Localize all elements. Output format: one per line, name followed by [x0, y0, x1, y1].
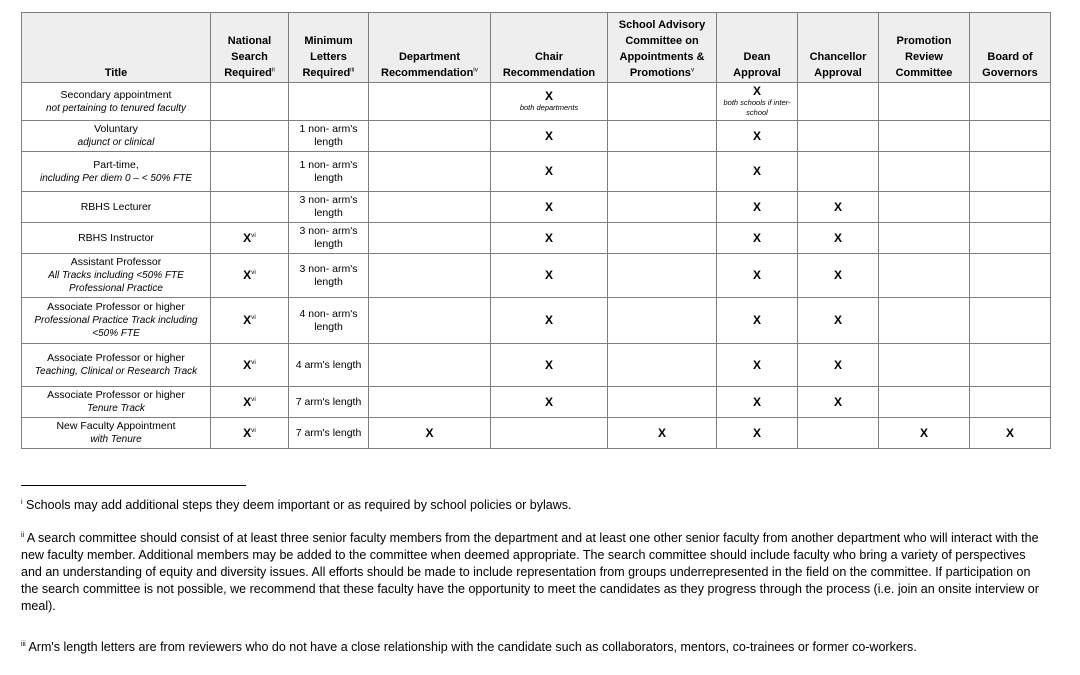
cell-minimum-letters [289, 254, 369, 298]
cell-dean-approval [717, 298, 798, 344]
cell-title [22, 344, 211, 387]
cell-board-of-governors [970, 254, 1051, 298]
cell-board-of-governors [970, 192, 1051, 223]
cell-department-recommendation [369, 83, 491, 121]
cell-national-search [211, 192, 289, 223]
chancellor-mark: X [833, 313, 842, 327]
chancellor-mark: X [833, 357, 842, 372]
table-row [22, 344, 1051, 387]
national-search-mark: $X^{vi}$ [243, 268, 256, 282]
row-title: Associate Professor or higher [47, 389, 185, 401]
department-mark: X [425, 425, 434, 440]
cell-board-of-governors [970, 83, 1051, 121]
chancellor-mark: X [833, 394, 842, 409]
header-school-advisory: School Advisory Committee on Appointments & Promotions$^v$ [608, 13, 717, 83]
cell-national-search [211, 223, 289, 254]
header-chancellor-approval: Chancellor Approval [798, 13, 879, 83]
minimum-letters-value: 1 non- arm's length [299, 123, 358, 148]
cell-school-advisory [608, 344, 717, 387]
cell-department-recommendation [369, 418, 491, 449]
row-title: Part-time, [93, 158, 139, 171]
cell-title [22, 223, 211, 254]
header-board-of-governors: Board of Governors [970, 13, 1051, 83]
cell-dean-approval [717, 387, 798, 418]
dean-mark: X [752, 268, 761, 282]
row-title-detail: Professional Practice Track including <50% FTE [34, 315, 198, 339]
cell-national-search [211, 344, 289, 387]
dean-mark: X [752, 199, 761, 214]
cell-dean-approval [717, 192, 798, 223]
cell-national-search [211, 418, 289, 449]
cell-chair-recommendation [491, 254, 608, 298]
national-search-mark: $X^{vi}$ [243, 425, 256, 440]
cell-title [22, 152, 211, 192]
cell-minimum-letters [289, 192, 369, 223]
cell-national-search [211, 83, 289, 121]
cell-national-search [211, 298, 289, 344]
cell-minimum-letters [289, 344, 369, 387]
cell-chair-recommendation [491, 223, 608, 254]
cell-chancellor-approval [798, 223, 879, 254]
minimum-letters-value: 3 non- arm's length [299, 225, 358, 250]
row-title-detail: All Tracks including <50% FTE Professional Practice [48, 270, 184, 294]
cell-department-recommendation [369, 344, 491, 387]
cell-board-of-governors [970, 344, 1051, 387]
cell-chair-recommendation [491, 418, 608, 449]
cell-chair-recommendation [491, 121, 608, 152]
chair-mark: X [544, 394, 553, 409]
cell-dean-approval [717, 223, 798, 254]
cell-board-of-governors [970, 418, 1051, 449]
cell-school-advisory [608, 298, 717, 344]
cell-dean-approval [717, 344, 798, 387]
advisory-mark: X [657, 425, 666, 440]
cell-school-advisory [608, 152, 717, 192]
cell-promotion-review [879, 121, 970, 152]
cell-promotion-review [879, 344, 970, 387]
dean-mark: X [752, 394, 761, 409]
minimum-letters-value: 4 non- arm's length [299, 307, 358, 333]
cell-board-of-governors [970, 387, 1051, 418]
footnote-ii: $^{ii}$ A search committee should consist of at least three senior faculty members from the department and at least one other senior faculty from another department who will interact with the new faculty member. Additional members may be added to the committee when deemed appropriate. The search committee should include faculty who bring a variety of perspectives and an understanding of equity and diversity issues. All efforts should be made to include representation from groups underrepresented in the field on the committee. If participation on the search committee is not possible, we recommend that these faculty have the opportunity to meet the candidates as they progress through the process (i.e. join an onsite interview or meal). [21, 531, 1039, 613]
cell-chair-recommendation [491, 387, 608, 418]
row-title: Associate Professor or higher [47, 352, 185, 364]
footnote-separator [21, 485, 246, 486]
header-chair-recommendation: Chair Recommendation [491, 13, 608, 83]
cell-department-recommendation [369, 387, 491, 418]
chair-mark: X [544, 199, 553, 214]
row-title: RBHS Lecturer [80, 200, 152, 213]
cell-title [22, 418, 211, 449]
row-title: New Faculty Appointment [56, 420, 176, 432]
cell-department-recommendation [369, 152, 491, 192]
row-title-detail: Tenure Track [87, 403, 145, 414]
minimum-letters-value: 7 arm's length [295, 395, 362, 408]
cell-minimum-letters [289, 83, 369, 121]
cell-dean-approval [717, 418, 798, 449]
chair-mark: X [544, 230, 553, 245]
table-row [22, 192, 1051, 223]
cell-chancellor-approval [798, 152, 879, 192]
cell-promotion-review [879, 387, 970, 418]
row-title-detail: adjunct or clinical [77, 137, 155, 148]
cell-school-advisory [608, 387, 717, 418]
cell-title [22, 254, 211, 298]
board-mark: X [1005, 425, 1014, 440]
table-row [22, 83, 1051, 121]
national-search-mark: $X^{vi}$ [243, 357, 256, 372]
cell-minimum-letters [289, 387, 369, 418]
cell-minimum-letters [289, 152, 369, 192]
chancellor-mark: X [833, 230, 842, 245]
cell-title [22, 298, 211, 344]
cell-department-recommendation [369, 121, 491, 152]
table-row [22, 223, 1051, 254]
cell-minimum-letters [289, 121, 369, 152]
cell-chancellor-approval [798, 192, 879, 223]
row-title-detail: with Tenure [90, 434, 142, 445]
cell-chancellor-approval [798, 387, 879, 418]
cell-chair-recommendation [491, 152, 608, 192]
cell-school-advisory [608, 121, 717, 152]
cell-title [22, 387, 211, 418]
cell-board-of-governors [970, 152, 1051, 192]
cell-dean-approval [717, 152, 798, 192]
chair-note: both departments [519, 103, 579, 112]
cell-department-recommendation [369, 223, 491, 254]
row-title-detail: not pertaining to tenured faculty [45, 102, 187, 114]
national-search-mark: $X^{vi}$ [243, 313, 256, 327]
cell-title [22, 192, 211, 223]
national-search-mark: $X^{vi}$ [243, 394, 256, 409]
chair-mark: X [544, 128, 553, 143]
chair-mark: X [544, 89, 553, 103]
row-title: Secondary appointment [60, 88, 172, 101]
minimum-letters-value: 3 non- arm's length [299, 194, 358, 219]
cell-promotion-review [879, 223, 970, 254]
row-title: RBHS Instructor [78, 231, 154, 244]
dean-mark: X [752, 357, 761, 372]
dean-mark: X [752, 84, 761, 98]
cell-promotion-review [879, 192, 970, 223]
cell-department-recommendation [369, 254, 491, 298]
promotion-review-mark: X [919, 425, 928, 440]
national-search-mark: $X^{vi}$ [243, 230, 256, 245]
cell-department-recommendation [369, 192, 491, 223]
cell-national-search [211, 254, 289, 298]
cell-board-of-governors [970, 298, 1051, 344]
footnote-iii: $^{iii}$ Arm's length letters are from reviewers who do not have a close relationship with the candidate such as collaborators, mentors, co-trainees or former co-workers. [21, 640, 917, 654]
table-row [22, 121, 1051, 152]
header-promotion-review: Promotion Review Committee [879, 13, 970, 83]
table-row [22, 152, 1051, 192]
dean-mark: X [752, 313, 761, 327]
header-department-recommendation: Department Recommendation$^{iv}$ [369, 13, 491, 83]
dean-mark: X [752, 128, 761, 143]
footnote-i: $^i$ Schools may add additional steps they deem important or as required by school policies or bylaws. [21, 498, 572, 512]
cell-department-recommendation [369, 298, 491, 344]
cell-board-of-governors [970, 121, 1051, 152]
row-title: Associate Professor or higher [47, 301, 185, 313]
dean-mark: X [752, 164, 761, 178]
cell-chancellor-approval [798, 344, 879, 387]
cell-dean-approval [717, 83, 798, 121]
minimum-letters-value: 4 arm's length [295, 358, 362, 371]
chancellor-mark: X [833, 268, 842, 282]
dean-note: both schools if inter-school [723, 98, 791, 117]
header-title: Title [22, 13, 211, 83]
cell-chancellor-approval [798, 83, 879, 121]
row-title-detail: including Per diem 0 – < 50% FTE [39, 172, 193, 184]
cell-title [22, 121, 211, 152]
chair-mark: X [544, 313, 553, 327]
cell-chair-recommendation [491, 192, 608, 223]
cell-school-advisory [608, 418, 717, 449]
cell-school-advisory [608, 83, 717, 121]
cell-school-advisory [608, 223, 717, 254]
cell-promotion-review [879, 152, 970, 192]
cell-promotion-review [879, 254, 970, 298]
header-national-search: National Search Required$^{ii}$ [211, 13, 289, 83]
cell-board-of-governors [970, 223, 1051, 254]
cell-chair-recommendation [491, 344, 608, 387]
table-row [22, 418, 1051, 449]
dean-mark: X [752, 425, 761, 440]
chair-mark: X [544, 357, 553, 372]
minimum-letters-value: 7 arm's length [295, 426, 362, 439]
chair-mark: X [544, 164, 553, 178]
table-row [22, 387, 1051, 418]
row-title-detail: Teaching, Clinical or Research Track [34, 366, 198, 377]
row-title: Assistant Professor [70, 256, 162, 268]
cell-national-search [211, 152, 289, 192]
cell-promotion-review [879, 83, 970, 121]
cell-chair-recommendation [491, 83, 608, 121]
cell-school-advisory [608, 192, 717, 223]
cell-title [22, 83, 211, 121]
cell-chancellor-approval [798, 298, 879, 344]
cell-promotion-review [879, 418, 970, 449]
header-minimum-letters: Minimum Letters Required$^{iii}$ [289, 13, 369, 83]
chancellor-mark: X [833, 199, 842, 214]
minimum-letters-value: 1 non- arm's length [299, 158, 358, 184]
cell-promotion-review [879, 298, 970, 344]
cell-dean-approval [717, 254, 798, 298]
cell-minimum-letters [289, 223, 369, 254]
table-row [22, 298, 1051, 344]
chair-mark: X [544, 268, 553, 282]
cell-minimum-letters [289, 418, 369, 449]
cell-chancellor-approval [798, 254, 879, 298]
cell-chair-recommendation [491, 298, 608, 344]
cell-school-advisory [608, 254, 717, 298]
table-header-row [22, 13, 1051, 83]
cell-chancellor-approval [798, 121, 879, 152]
table-row [22, 254, 1051, 298]
cell-dean-approval [717, 121, 798, 152]
cell-chancellor-approval [798, 418, 879, 449]
approval-requirements-table [21, 12, 1051, 449]
dean-mark: X [752, 230, 761, 245]
row-title: Voluntary [94, 123, 138, 135]
header-dean-approval: Dean Approval [717, 13, 798, 83]
cell-national-search [211, 387, 289, 418]
cell-minimum-letters [289, 298, 369, 344]
minimum-letters-value: 3 non- arm's length [299, 262, 358, 288]
cell-national-search [211, 121, 289, 152]
